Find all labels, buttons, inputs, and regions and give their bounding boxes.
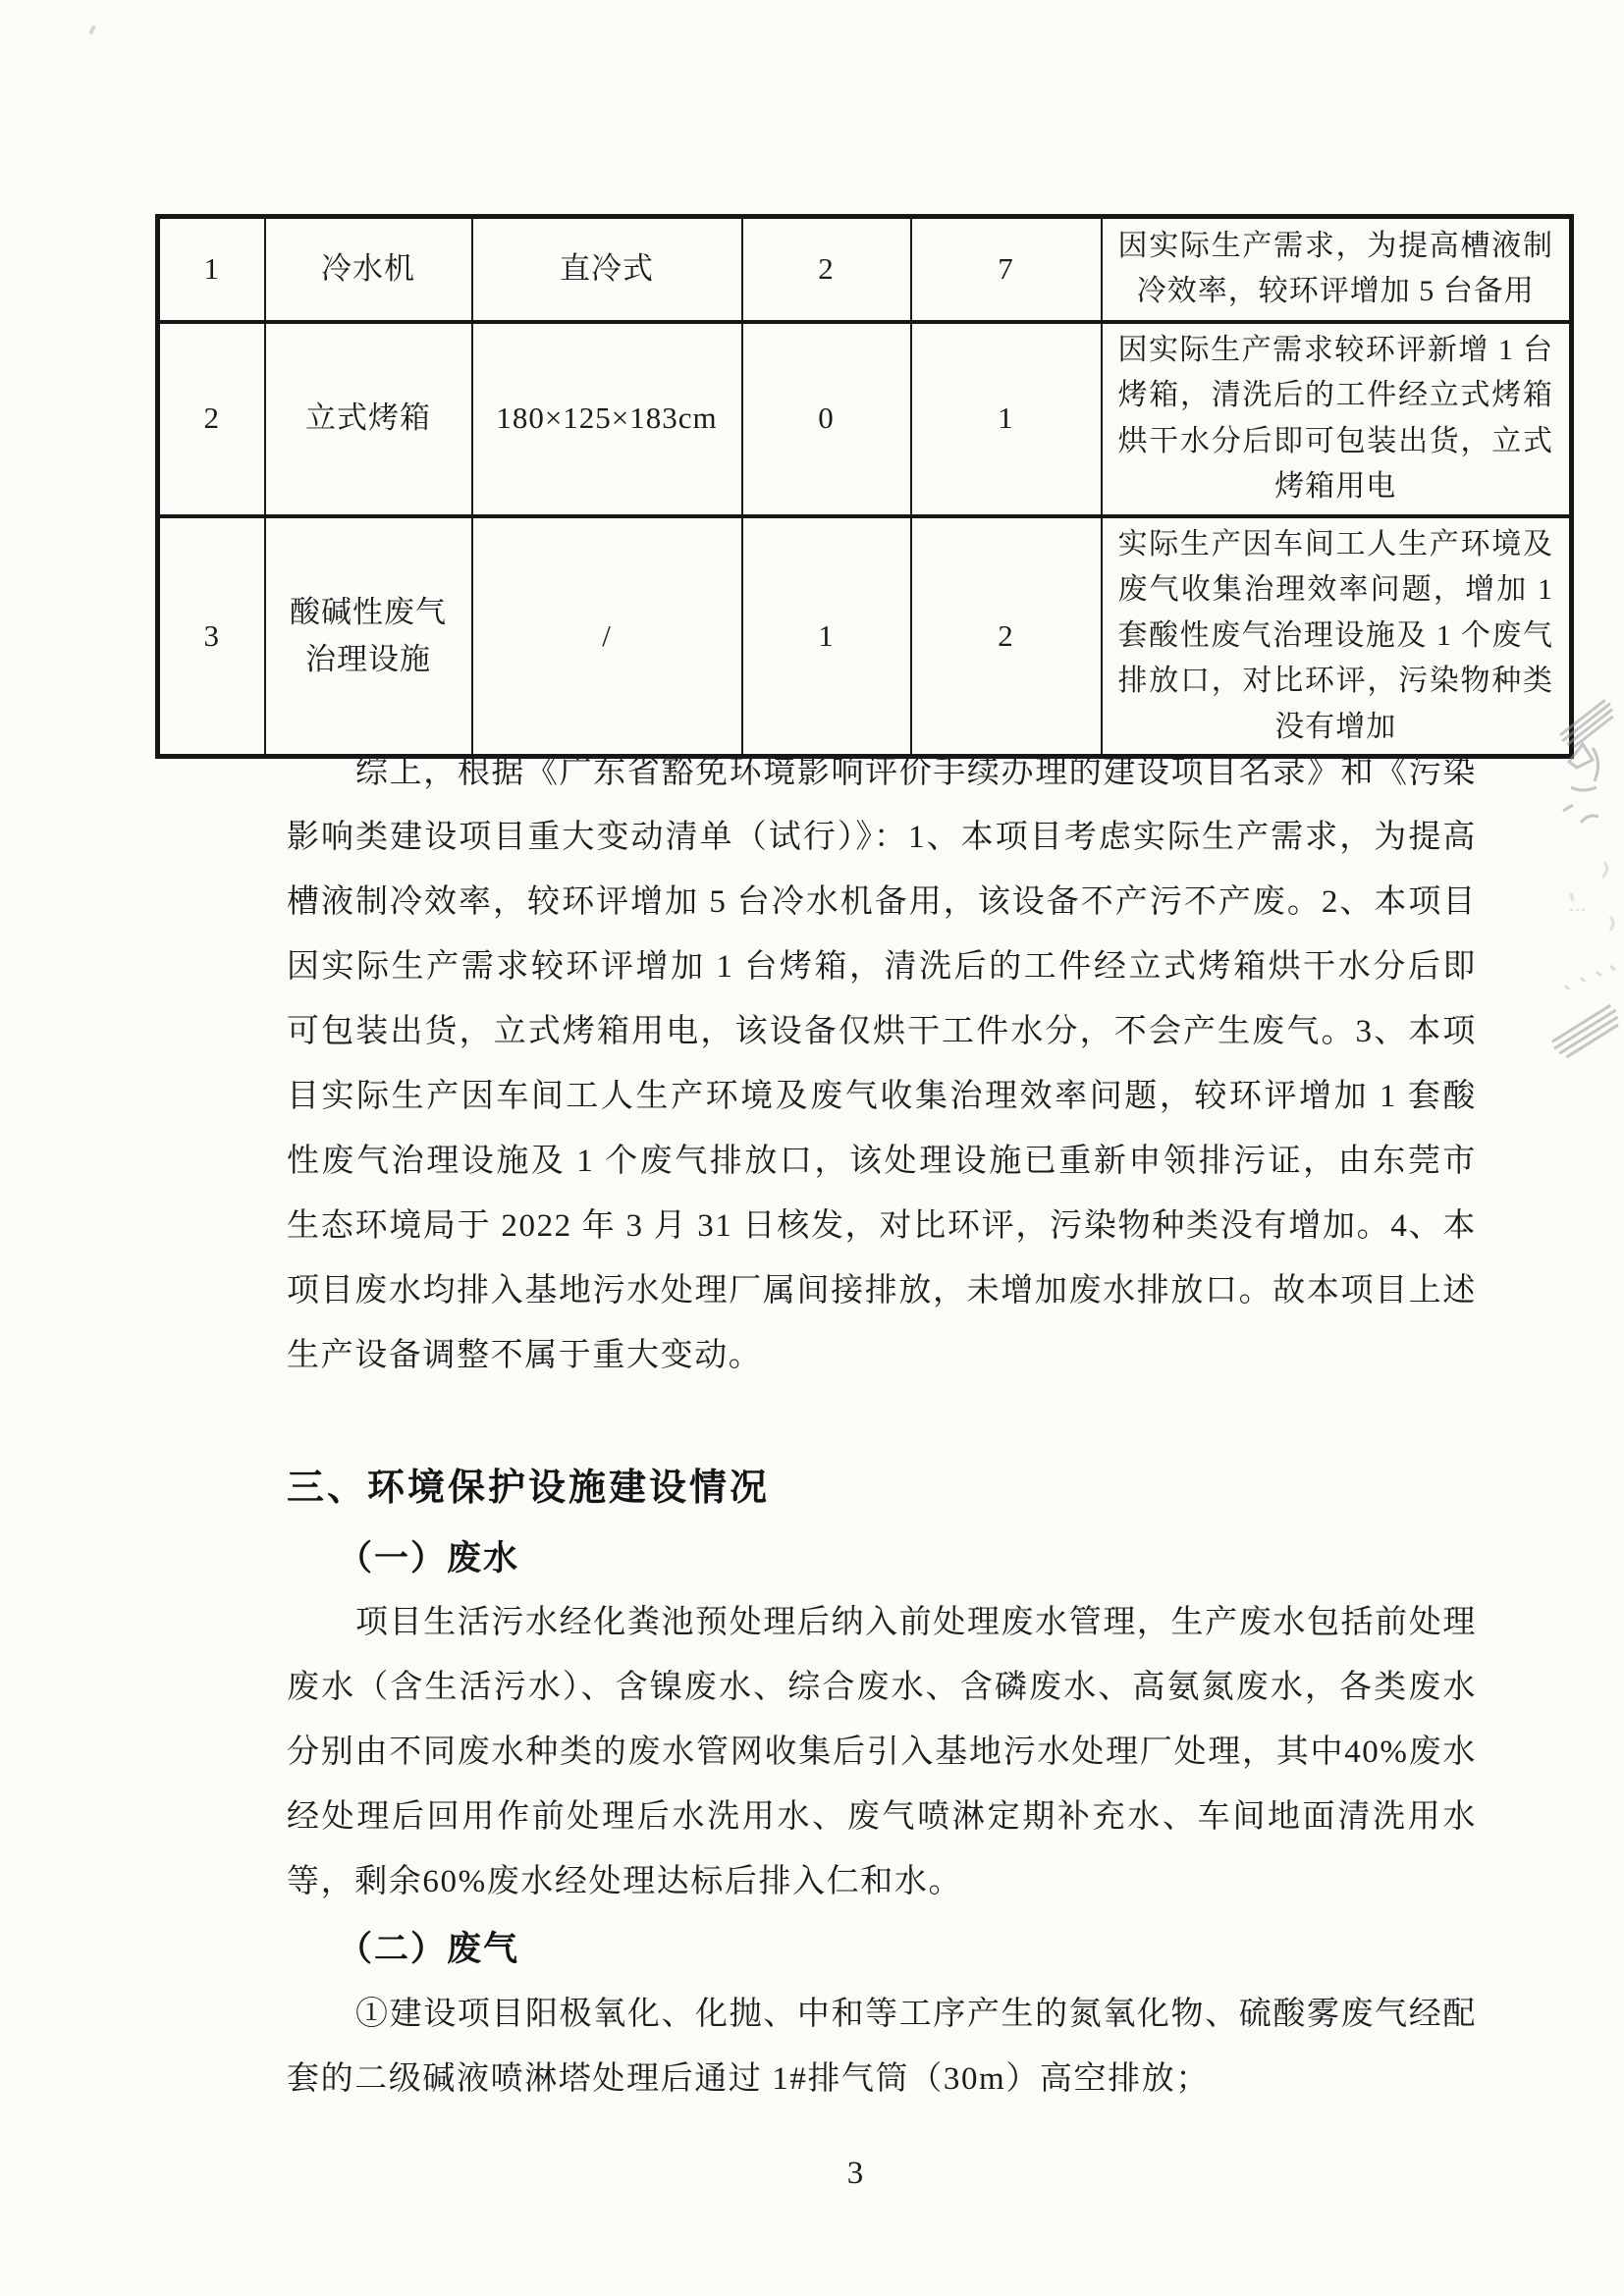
wastewater-paragraph: 项目生活污水经化粪池预处理后纳入前处理废水管理，生产废水包括前处理废水（含生活污水）、含镍废水、综合废水、含磷废水、高氨氮废水，各类废水分别由不同废水种类的废水管网收集后引入基地污水处理厂处理，其中40%废水经处理后回用作前处理后水洗用水、废气喷淋定期补充水、车间地面清洗用水等，剩余60%废水经处理达标后排入仁和水。	[287, 1605, 1477, 1899]
cell-count-a: 0	[742, 322, 911, 516]
cell-note: 因实际生产需求，为提高槽液制冷效率，较环评增加 5 台备用	[1102, 217, 1572, 322]
subsection-heading-wastegas: （二）废气	[338, 1930, 520, 1968]
cell-count-a: 1	[742, 516, 911, 757]
page-number: 3	[846, 2156, 864, 2191]
table-row	[158, 322, 1572, 516]
cell-spec: /	[472, 516, 742, 757]
cell-row-no: 1	[158, 217, 265, 322]
cell-row-no: 2	[158, 322, 265, 516]
cell-spec: 直冷式	[472, 217, 742, 322]
subsection-heading-wastewater: （一）废水	[338, 1539, 520, 1577]
summary-paragraph: 综上，根据《广东省豁免环境影响评价手续办理的建设项目名录》和《污染影响类建设项目重大变动清单（试行）》：1、本项目考虑实际生产需求，为提高槽液制冷效率，较环评增加 5 台冷水机备用，该设备不产污不产废。2、本项目因实际生产需求较环评增加 1 台烤箱，清洗后的工件经立式烤箱烘干水分后即可包装出货，立式烤箱用电，该设备仅烘干工件水分，不会产生废气。3、本项目实际生产因车间工人生产环境及废气收集治理效率问题，较环评增加 1 套酸性废气治理设施及 1 个废气排放口，该处理设施已重新申领排污证，由东莞市生态环境局于 2022 年 3 月 31 日核发，对比环评，污染物种类没有增加。4、本项目废水均排入基地污水处理厂属间接排放，未增加废水排放口。故本项目上述生产设备调整不属于重大变动。	[287, 755, 1477, 1373]
cell-note: 实际生产因车间工人生产环境及废气收集治理效率问题，增加 1 套酸性废气治理设施及 1 个废气排放口，对比环评，污染物种类没有增加	[1102, 516, 1572, 757]
cell-note: 因实际生产需求较环评新增 1 台烤箱，清洗后的工件经立式烤箱烘干水分后即可包装出货，立式烤箱用电	[1102, 322, 1572, 516]
section-heading: 三、环境保护设施建设情况	[287, 1468, 771, 1509]
scan-speck	[88, 26, 96, 35]
cell-equipment-name: 冷水机	[265, 217, 472, 322]
equipment-table	[155, 214, 1574, 759]
cell-equipment-name: 立式烤箱	[265, 322, 472, 516]
stamp-fragment	[1542, 685, 1624, 1107]
cell-spec: 180×125×183cm	[472, 322, 742, 516]
wastegas-paragraph: ①建设项目阳极氧化、化抛、中和等工序产生的氮氧化物、硫酸雾废气经配套的二级碱液喷淋塔处理后通过 1#排气筒（30m）高空排放；	[287, 1997, 1477, 2097]
cell-count-b: 7	[911, 217, 1102, 322]
table-row	[158, 516, 1572, 757]
cell-row-no: 3	[158, 516, 265, 757]
cell-count-b: 1	[911, 322, 1102, 516]
cell-count-a: 2	[742, 217, 911, 322]
cell-equipment-name: 酸碱性废气治理设施	[265, 516, 472, 757]
table-row	[158, 217, 1572, 322]
cell-count-b: 2	[911, 516, 1102, 757]
